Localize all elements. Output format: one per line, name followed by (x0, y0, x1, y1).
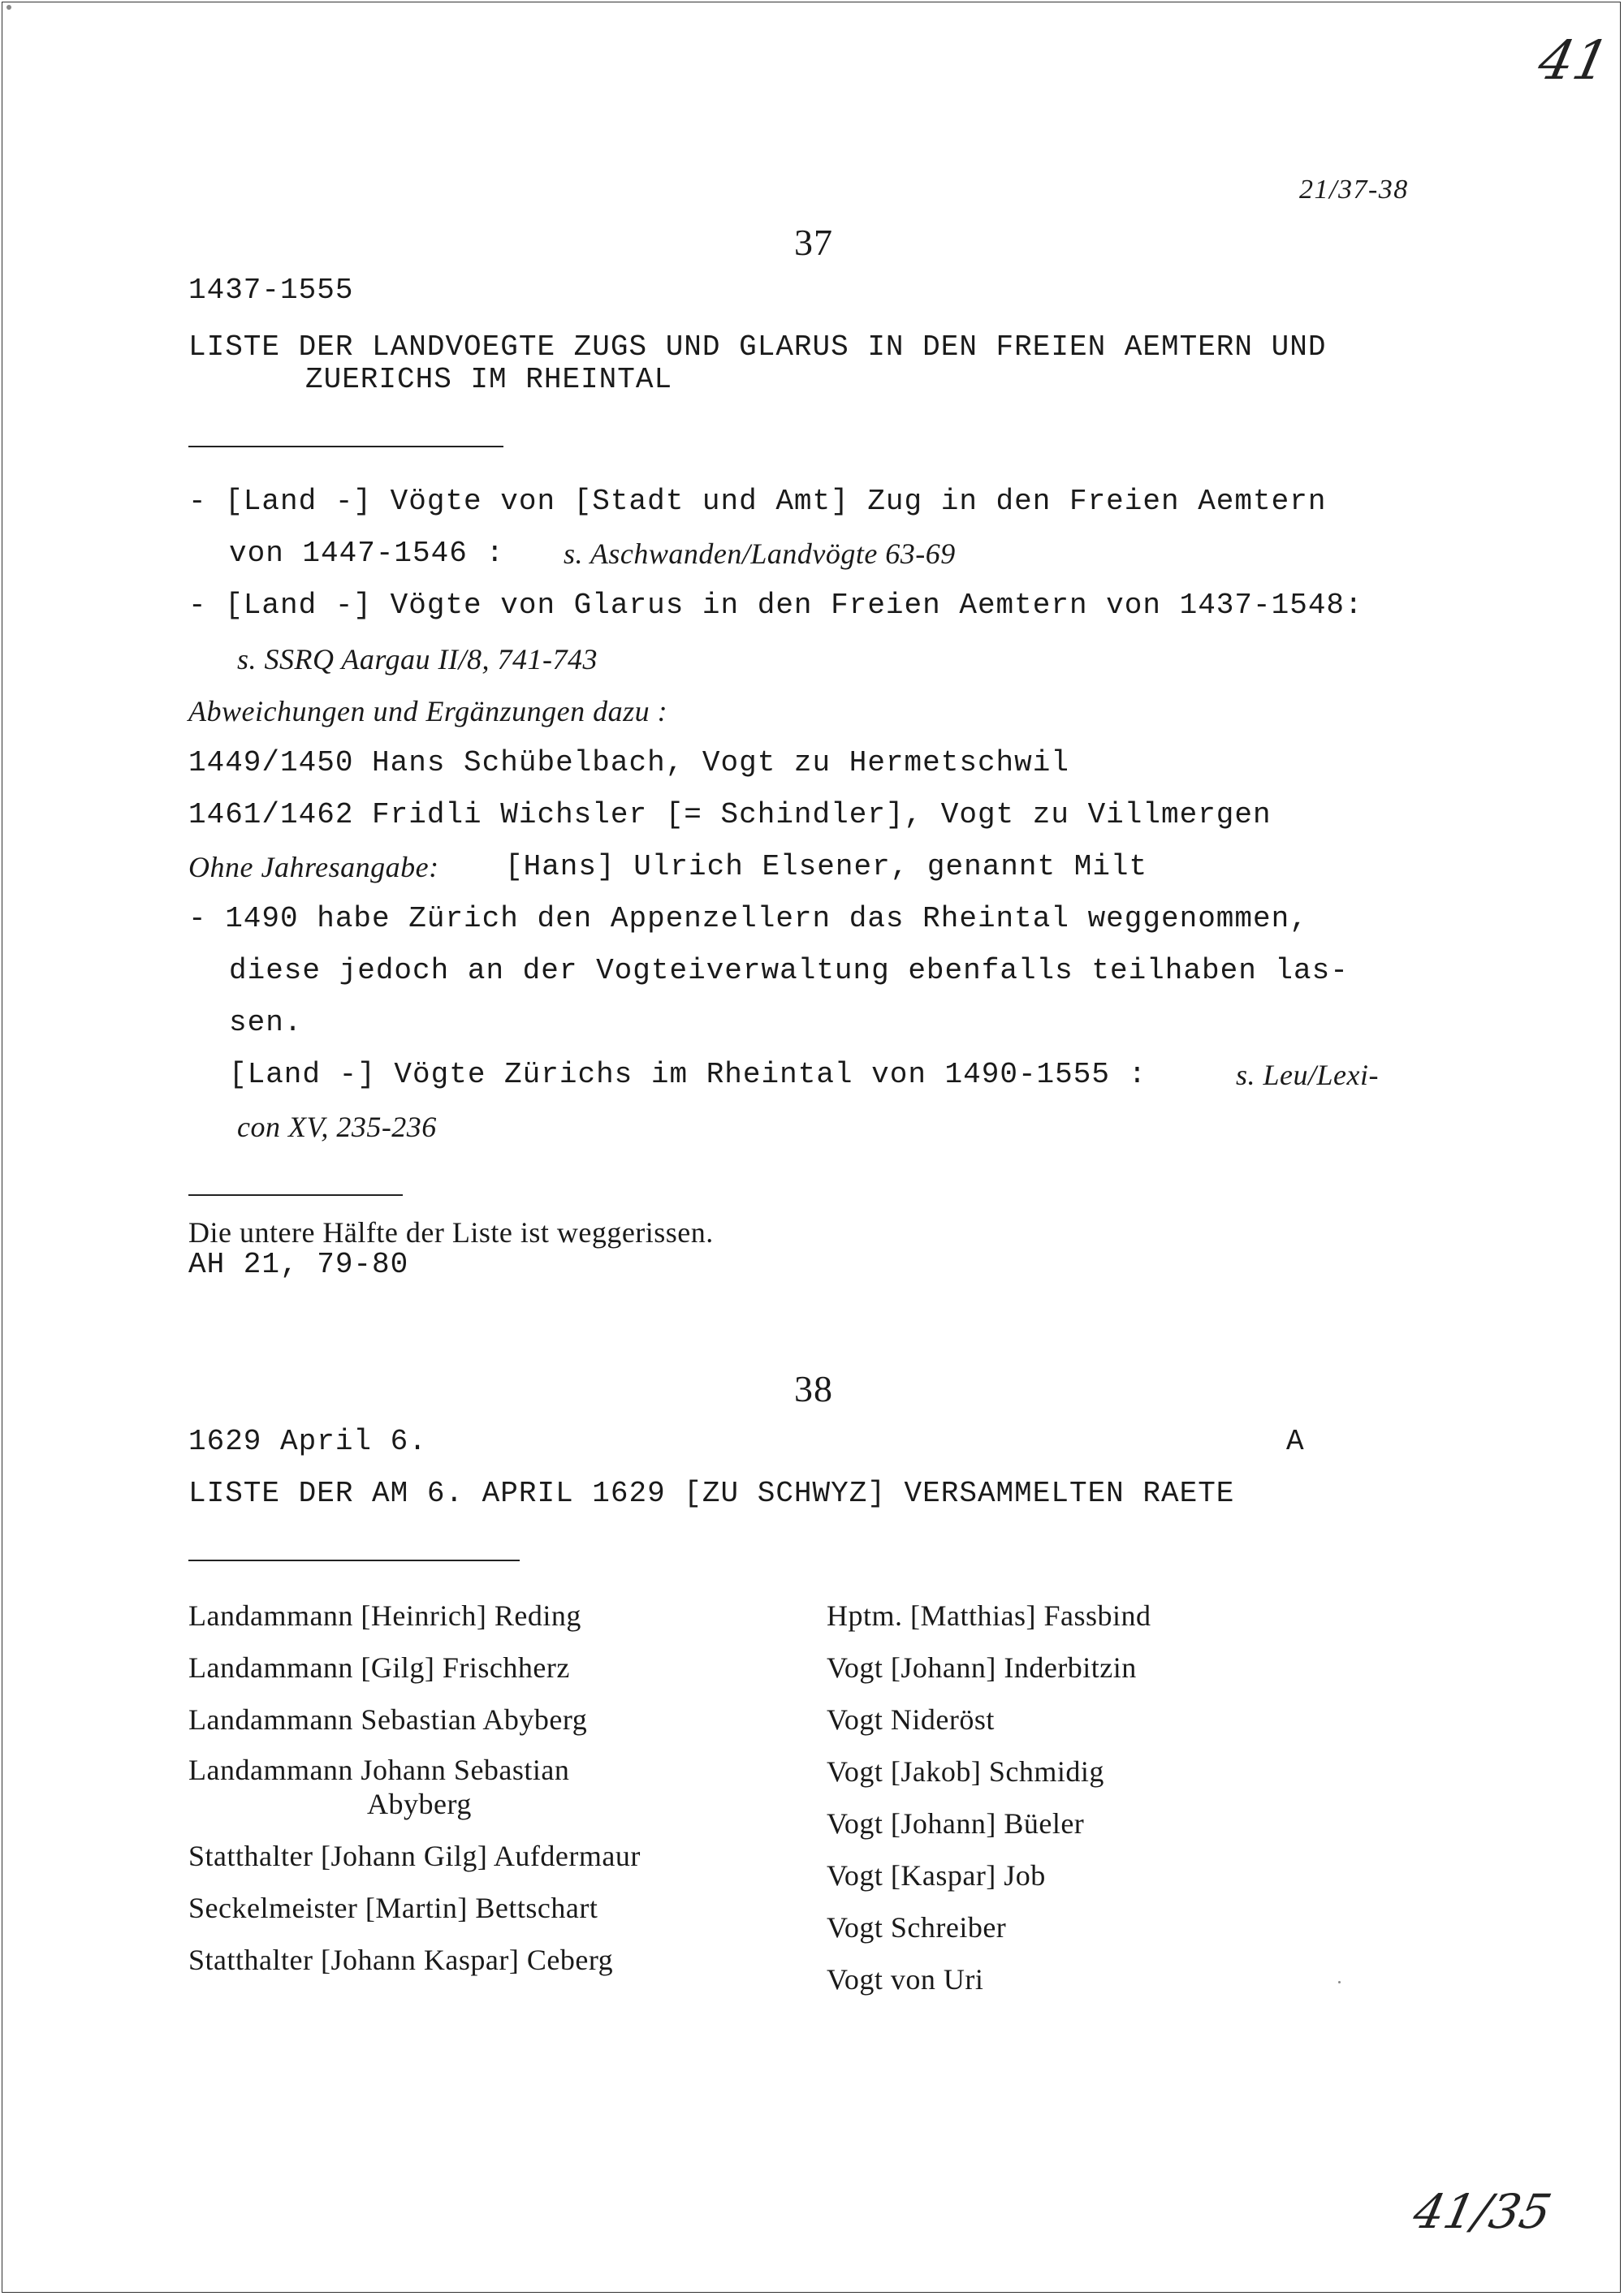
document-marker: A (1286, 1425, 1305, 1458)
section-divider (188, 1560, 520, 1561)
document-title: LISTE DER AM 6. APRIL 1629 [ZU SCHWYZ] VERSAMMELTEN RAETE (188, 1477, 1235, 1510)
handwritten-page-number: 41 (1532, 29, 1615, 92)
council-member: Landammann Sebastian Abyberg (188, 1703, 588, 1736)
council-member: Vogt [Jakob] Schmidig (827, 1755, 1104, 1788)
item-reference: con XV, 235-236 (237, 1111, 437, 1143)
council-member: Statthalter [Johann Kaspar] Ceberg (188, 1944, 614, 1976)
council-member: Vogt von Uri (827, 1963, 984, 1996)
council-member: Landammann [Heinrich] Reding (188, 1599, 581, 1632)
item-line: von 1447-1546 : (229, 537, 505, 570)
item-reference: s. SSRQ Aargau II/8, 741-743 (237, 643, 598, 675)
council-member: Vogt Schreiber (827, 1911, 1007, 1944)
council-member: Statthalter [Johann Gilg] Aufdermaur (188, 1840, 641, 1872)
footnote: Die untere Hälfte der Liste ist weggerissen. (188, 1216, 714, 1249)
entry: [Hans] Ulrich Elsener, genannt Milt (505, 850, 1148, 883)
page-reference: 21/37-38 (1299, 175, 1409, 205)
document-date: 1629 April 6. (188, 1425, 427, 1458)
document-number-38: 38 (794, 1368, 833, 1409)
no-year-label: Ohne Jahresangabe: (188, 851, 439, 883)
item-line: [Land -] Vögte Zürichs im Rheintal von 1490-1555 : (229, 1058, 1147, 1091)
council-member: Seckelmeister [Martin] Bettschart (188, 1892, 598, 1924)
item-line: diese jedoch an der Vogteiverwaltung ebenfalls teilhaben las- (229, 954, 1349, 987)
item-line: - 1490 habe Zürich den Appenzellern das Rheintal weggenommen, (188, 902, 1308, 935)
council-member: Landammann [Gilg] Frischherz (188, 1651, 570, 1684)
deviations-heading: Abweichungen und Ergänzungen dazu : (188, 695, 668, 727)
document-title-line2: ZUERICHS IM RHEINTAL (305, 363, 673, 396)
council-member: Vogt [Kaspar] Job (827, 1859, 1046, 1892)
item-line: - [Land -] Vögte von Glarus in den Freien Aemtern von 1437-1548: (188, 589, 1363, 622)
item-line: sen. (229, 1006, 303, 1039)
document-number-37: 37 (794, 222, 833, 263)
scan-speck (1338, 1981, 1341, 1983)
council-member: Vogt Nideröst (827, 1703, 995, 1736)
document-title-line1: LISTE DER LANDVOEGTE ZUGS UND GLARUS IN DEN FREIEN AEMTERN UND (188, 330, 1327, 364)
handwritten-folio-number: 41/35 (1408, 2184, 1557, 2239)
footnote-divider (188, 1194, 403, 1196)
entry: 1461/1462 Fridli Wichsler [= Schindler], Vogt zu Villmergen (188, 798, 1272, 831)
source-reference: AH 21, 79-80 (188, 1248, 409, 1281)
document-date: 1437-1555 (188, 274, 354, 307)
item-reference: s. Aschwanden/Landvögte 63-69 (564, 537, 956, 570)
council-member: Vogt [Johann] Büeler (827, 1807, 1085, 1840)
council-member-continued: Abyberg (367, 1788, 472, 1820)
council-member: Hptm. [Matthias] Fassbind (827, 1599, 1151, 1632)
section-divider (188, 446, 503, 447)
scan-speck (6, 5, 11, 10)
item-reference: s. Leu/Lexi- (1236, 1059, 1379, 1091)
council-member: Vogt [Johann] Inderbitzin (827, 1651, 1137, 1684)
entry: 1449/1450 Hans Schübelbach, Vogt zu Hermetschwil (188, 746, 1069, 779)
item-line: - [Land -] Vögte von [Stadt und Amt] Zug in den Freien Aemtern (188, 485, 1327, 518)
council-member: Landammann Johann Sebastian (188, 1754, 570, 1786)
